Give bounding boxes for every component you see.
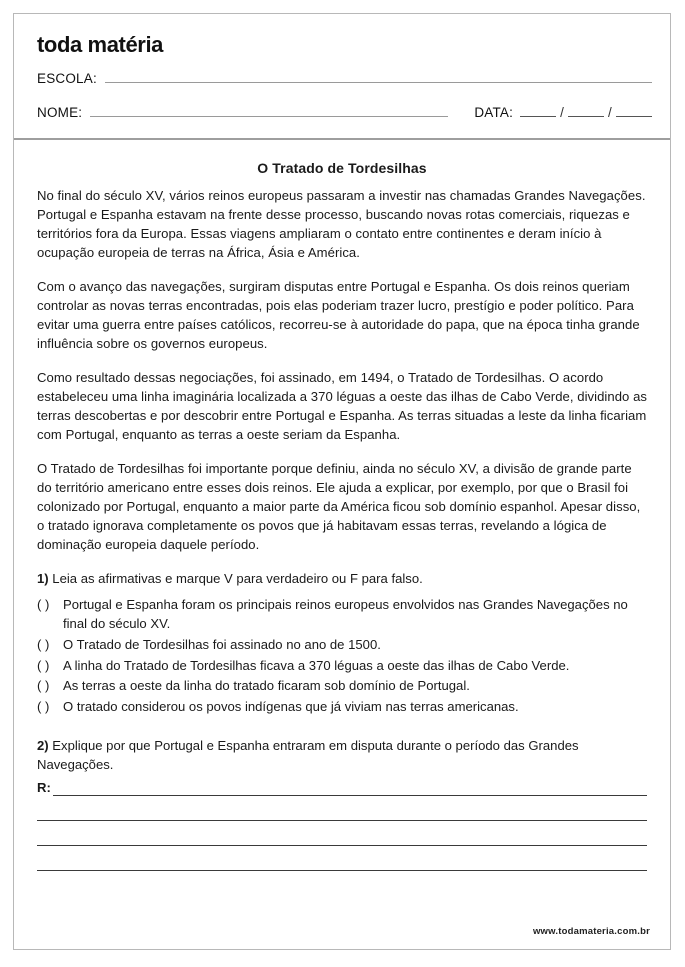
worksheet-content bbox=[14, 140, 670, 871]
question-2-prompt bbox=[37, 737, 647, 775]
question-1-prompt bbox=[37, 570, 647, 589]
answer-line[interactable] bbox=[53, 795, 647, 796]
footer-website: www.todamateria.com.br bbox=[532, 926, 650, 937]
list-item-label: As terras a oeste da linha do tratado ficaram sob domínio de Portugal. bbox=[63, 678, 470, 694]
nome-label: NOME: bbox=[37, 105, 83, 120]
escola-label: ESCOLA: bbox=[37, 71, 97, 86]
true-false-list bbox=[37, 595, 647, 717]
page-header bbox=[14, 14, 670, 140]
data-day-input[interactable] bbox=[520, 106, 556, 117]
list-item-label: O tratado considerou os povos indígenas que já viviam nas terras americanas. bbox=[63, 698, 519, 714]
list-item bbox=[37, 595, 647, 634]
answer-line[interactable] bbox=[37, 845, 647, 846]
body-paragraph: No final do século XV, vários reinos europeus passaram a investir nas chamadas Grandes Navegações. Portugal e Espanha estavam na frente desse processo, buscando novas rotas comerciais, riquezas e territórios fora da Europa. Essas viagens ampliaram o contato entre continentes e deram início à ocupação europeia de terras na África, Ásia e América. bbox=[37, 188, 646, 260]
answer-area bbox=[37, 781, 647, 871]
nome-input-line[interactable] bbox=[90, 105, 448, 117]
data-field-group bbox=[474, 105, 652, 120]
data-slash-1: / bbox=[560, 105, 565, 120]
checkbox-parentheses[interactable]: ( ) bbox=[37, 637, 50, 652]
data-label: DATA: bbox=[474, 105, 514, 120]
question-1-number: 1) bbox=[37, 570, 49, 586]
data-month-input[interactable] bbox=[568, 106, 604, 117]
question-1-text: Leia as afirmativas e marque V para verdadeiro ou F para falso. bbox=[52, 570, 423, 586]
worksheet-page bbox=[13, 13, 671, 950]
list-item-label: Portugal e Espanha foram os principais reinos europeus envolvidos nas Grandes Navegações no final do século XV. bbox=[63, 596, 628, 632]
checkbox-parentheses[interactable]: ( ) bbox=[37, 678, 50, 694]
brand-logo: toda matéria bbox=[37, 32, 164, 57]
list-item bbox=[37, 635, 647, 655]
checkbox-parentheses[interactable]: ( ) bbox=[37, 698, 50, 714]
page-title: O Tratado de Tordesilhas bbox=[257, 160, 427, 176]
answer-line[interactable] bbox=[37, 870, 647, 871]
question-2-block bbox=[37, 737, 647, 871]
answer-first-row bbox=[37, 781, 647, 796]
body-paragraph: Como resultado dessas negociações, foi assinado, em 1494, o Tratado de Tordesilhas. O acordo estabeleceu uma linha imaginária localizada a 370 léguas a oeste das ilhas de Cabo Verde, dividindo as terras descobertas e por descobrir entre Portugal e Espanha. As terras situadas a leste da linha ficariam com Portugal, enquanto as terras a oeste seriam da Espanha. bbox=[37, 369, 647, 442]
list-item bbox=[37, 676, 647, 696]
list-item-label: O Tratado de Tordesilhas foi assinado no ano de 1500. bbox=[63, 637, 381, 652]
answer-line[interactable] bbox=[37, 820, 647, 821]
list-item bbox=[37, 656, 647, 676]
list-item-label: A linha do Tratado de Tordesilhas ficava a 370 léguas a oeste das ilhas de Cabo Verde. bbox=[63, 657, 570, 673]
answer-label: R: bbox=[37, 779, 51, 795]
checkbox-parentheses[interactable]: ( ) bbox=[37, 596, 50, 612]
body-paragraph: Com o avanço das navegações, surgiram disputas entre Portugal e Espanha. Os dois reinos queriam controlar as novas terras encontradas, pois elas poderiam trazer lucro, prestígio e poder político. Para evitar uma guerra entre países católicos, recorreu-se à autoridade do papa, que na época tinha grande influência sobre os governos europeus. bbox=[37, 278, 640, 351]
question-2-number: 2) bbox=[37, 737, 49, 753]
data-slash-2: / bbox=[608, 105, 612, 120]
body-paragraph: O Tratado de Tordesilhas foi importante porque definiu, ainda no século XV, a divisão de grande parte do território americano entre esses dois reinos. Ele ajuda a explicar, por exemplo, por que o Brasil foi colonizado por Portugal, enquanto a maior parte da América ficou sob domínio espanhol. Apesar disso, o tratado ignorava completamente os povos que já habitavam essas terras, revelando a lógica de dominação europeia daquele período. bbox=[37, 460, 641, 552]
checkbox-parentheses[interactable]: ( ) bbox=[37, 657, 50, 673]
data-year-input[interactable] bbox=[616, 106, 652, 117]
escola-input-line[interactable] bbox=[105, 71, 652, 83]
list-item bbox=[37, 697, 647, 717]
nome-field-row bbox=[37, 105, 652, 120]
question-2-text: Explique por que Portugal e Espanha entraram em disputa durante o período das Grandes Navegações. bbox=[37, 737, 579, 772]
escola-field-row bbox=[37, 71, 652, 86]
